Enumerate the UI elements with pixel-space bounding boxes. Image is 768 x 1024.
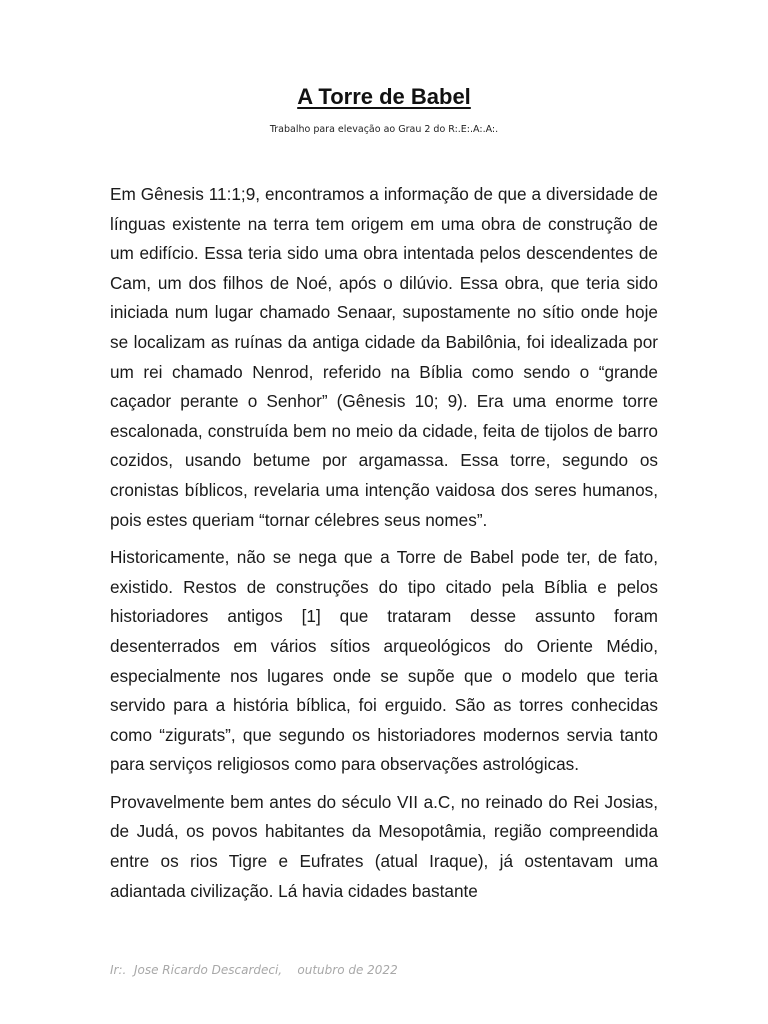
- document-body: [110, 180, 658, 914]
- paragraph: Historicamente, não se nega que a Torre de Babel pode ter, de fato, existido. Restos de construções do tipo citado pela Bíblia e pelos historiadores antigos [1] que trataram desse assunto foram desenterrados em vários sítios arqueológicos do Oriente Médio, especialmente nos lugares onde se supõe que o modelo que teria servido para a história bíblica, foi erguido. São as torres conhecidas como “zigurats”, que segundo os historiadores modernos servia tanto para serviços religiosos como para observações astrológicas.: [110, 547, 658, 775]
- paragraph: Em Gênesis 11:1;9, encontramos a informação de que a diversidade de línguas existente na terra tem origem em uma obra de construção de um edifício. Essa teria sido uma obra intentada pelos descendentes de Cam, um dos filhos de Noé, após o dilúvio. Essa obra, que teria sido iniciada num lugar chamado Senaar, supostamente no sítio onde hoje se localizam as ruínas da antiga cidade da Babilônia, foi idealizada por um rei chamado Nenrod, referido na Bíblia como sendo o “grande caçador perante o Senhor” (Gênesis 10; 9). Era uma enorme torre escalonada, construída bem no meio da cidade, feita de tijolos de barro cozidos, usando betume por argamassa. Essa torre, segundo os cronistas bíblicos, revelaria uma intenção vaidosa dos seres humanos, pois estes queriam “tornar célebres seus nomes”.: [110, 184, 658, 530]
- document-subtitle: Trabalho para elevação ao Grau 2 do R:.E:.A:.A:.: [269, 124, 499, 135]
- page-footer: Ir:. Jose Ricardo Descardeci, outubro de 2022: [110, 963, 398, 977]
- document-title: A Torre de Babel: [297, 84, 471, 109]
- paragraph: Provavelmente bem antes do século VII a.C, no reinado do Rei Josias, de Judá, os povos habitantes da Mesopotâmia, região compreendida entre os rios Tigre e Eufrates (atual Iraque), já ostentavam uma adiantada civilização. Lá havia cidades bastante: [110, 791, 658, 901]
